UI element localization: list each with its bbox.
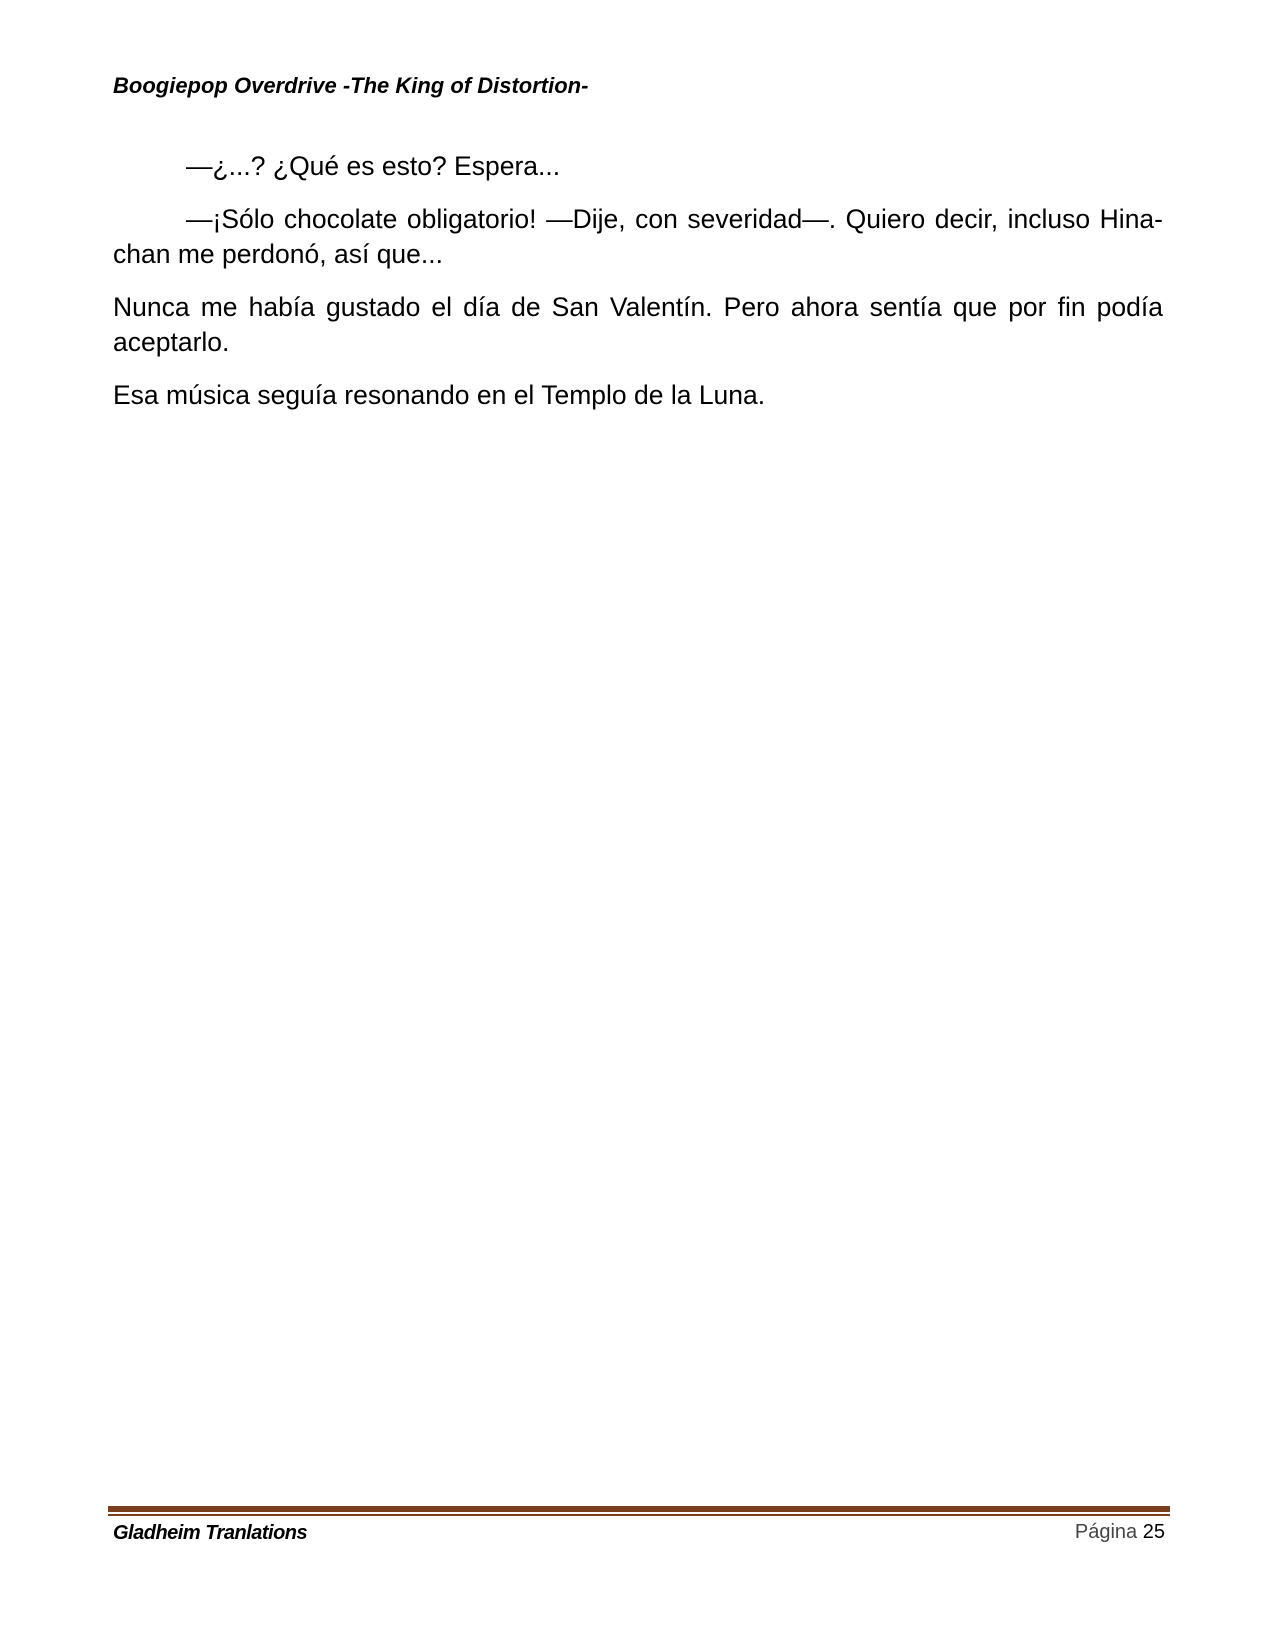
running-header-title: Boogiepop Overdrive -The King of Distortion- [113,73,589,98]
paragraph-2: —¡Sólo chocolate obligatorio! —Dije, con severidad—. Quiero decir, incluso Hina-chan me perdonó, así que... [113,203,1163,269]
paragraph-3: Nunca me había gustado el día de San Valentín. Pero ahora sentía que por fin podía aceptarlo. [113,291,1163,357]
paragraph-1: —¿...? ¿Qué es esto? Espera... [186,151,561,181]
footer-rule-thick [108,1506,1170,1512]
footer-page-indicator [1075,1518,1165,1546]
footer-publisher: Gladheim Tranlations [113,1522,308,1544]
paragraph-4: Esa música seguía resonando en el Templo de la Luna. [113,379,766,410]
page-label: Página [1074,1521,1138,1543]
page-number: 25 [1142,1521,1165,1543]
body-text [113,149,1163,430]
footer-rule [108,1506,1170,1516]
footer-rule-thin [108,1514,1170,1516]
